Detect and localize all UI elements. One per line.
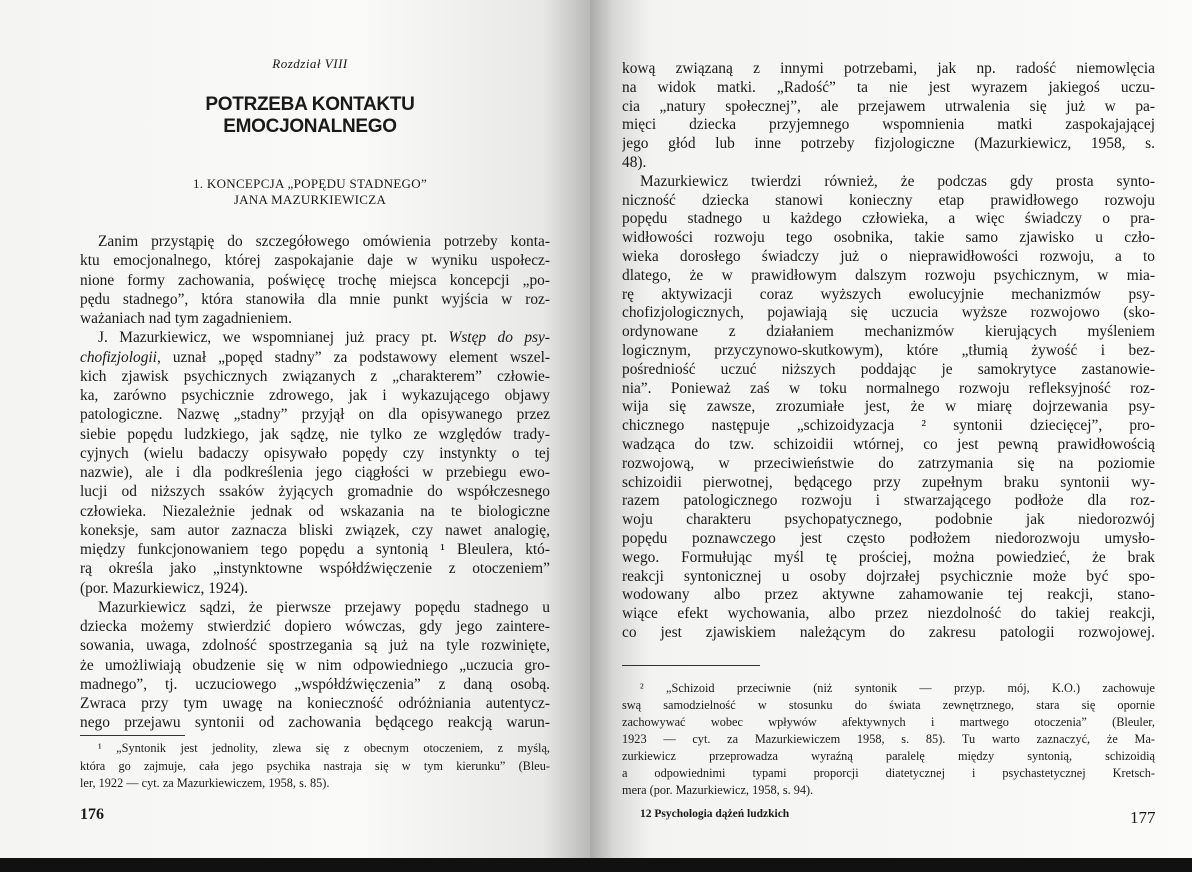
text-line: kich zjawisk psychicznych związanych z „charakterem” człowie- <box>80 367 550 385</box>
text-line: wego. Formułując myśl tę prościej, można powiedzieć, że brak <box>622 548 1155 566</box>
text-segment: J. Mazurkiewicz, we wspomnianej już pracy pt. <box>98 329 449 347</box>
text-line: mera (por. Mazurkiewicz, 1958, s. 94). <box>622 783 814 797</box>
text-line: rą określa jako „instynktowne współdźwięczenie z otoczeniem” <box>80 560 550 578</box>
text-line: woju charakteru psychopatycznego, podobnie jak niedorozwój <box>622 511 1155 529</box>
section-heading-line-2: JANA MAZURKIEWICZA <box>233 192 387 207</box>
text-line: mięci dziecka przyjemnego wspomnienia matki zaspokajającej <box>622 116 1155 134</box>
footnote-separator <box>622 665 760 666</box>
text-line: zurkiewicz przeprowadza wyraźną paralelę między syntonią, schizoidią <box>622 749 1155 763</box>
italic-title-text: Wstęp do psy- <box>448 329 550 347</box>
text-line: logicznym, przyczynowo-skutkowym), które „tłumią żywość i bez- <box>622 341 1155 359</box>
text-line: lucji od niższych ssaków żyjących gromadnie do współczesnego <box>80 483 550 501</box>
text-line: schizoidii pierwotnej, będącego przy zupełnym braku syntonii wy- <box>622 473 1155 491</box>
text-segment: , uznał „popęd stadny” za podstawowy element wszel- <box>156 348 550 366</box>
text-line: widłowości rozwoju tego osobnika, takie samo zjawisko u czło- <box>622 229 1155 247</box>
chapter-label: Rozdział VIII <box>272 56 348 71</box>
text-line: koneksje, sam autor zaznacza bliski związek, czy nawet analogię, <box>80 521 550 539</box>
text-line: wija się zawsze, zrozumiałe jest, że w miarę dojrzewania psy- <box>622 398 1155 416</box>
text-line: patologiczne. Nazwę „stadny” przyjął on dla opisywanego przez <box>80 406 550 424</box>
footnote-separator <box>80 735 185 736</box>
text-line: która go zajmuje, cała jego psychika nastraja się w tym kierunku” (Bleu- <box>80 758 550 773</box>
left-footnote <box>80 740 550 793</box>
text-line: rozwojową, w przeciwieństwie do zatrzymania się na poziomie <box>622 454 1155 472</box>
text-line: siebie popędu ludzkiego, jak sądzę, nie tylko ze względów trady- <box>80 425 550 443</box>
text-line: ler, 1922 — cyt. za Mazurkiewiczem, 1958, s. 85). <box>80 776 330 790</box>
page-number-right: 177 <box>1130 808 1156 827</box>
text-line: reakcji syntonicznej u osoby dojrzałej psychicznie może być spo- <box>622 567 1155 585</box>
text-line: pędu stadnego”, która stanowiła dla mnie punkt wyjścia w roz- <box>80 290 550 308</box>
text-line: swą samodzielność w stosunku do świata zewnętrznego, stara się opornie <box>622 698 1155 712</box>
text-line: razem patologicznego rozwoju i stwarzającego podłoże dla roz- <box>622 492 1155 510</box>
text-line: dlatego, że w prawidłowym dalszym rozwoju psychicznym, w mia- <box>622 266 1155 284</box>
text-line: a odpowiednimi typami proporcji diatetycznej i psychastetycznej Kretsch- <box>622 766 1155 780</box>
section-heading-line-1: 1. KONCEPCJA „POPĘDU STADNEGO” <box>192 176 428 191</box>
text-line: pośredniość uczuć niższych poddając je samokrytyce zastanowie- <box>622 360 1155 378</box>
text-line: ważaniach nad tym zagadnieniem. <box>80 310 292 327</box>
text-line: rę aktywizacji coraz wyższych ewolucyjnie mechanizmów psy- <box>622 285 1155 303</box>
text-line: 48). <box>622 153 647 171</box>
text-line: wadząca do tzw. schizoidii wtórnej, co jest pewną prawidłowością <box>622 435 1155 453</box>
text-line: wodowany albo przez aktywne zahamowanie tej reakcji, stano- <box>622 586 1155 604</box>
text-line: popędu stadnego u każdego człowieka, a więc świadczy o pra- <box>622 210 1155 228</box>
text-line: ktu emocjonalnego, której zaspokajanie daje w wyniku uspołecz- <box>80 252 550 270</box>
text-line: na widok matki. „Radość” ta nie jest wyrazem jakiegoś uczu- <box>622 78 1155 96</box>
text-line: popędu poznawczego jest często podłożem niedorozwoju umysło- <box>622 529 1155 547</box>
text-line: ordynowane z działaniem mechanizmów kierujących myśleniem <box>622 323 1155 341</box>
italic-title-text: chofizjologii <box>80 348 157 366</box>
text-line: chofizjologicznych, pojawiają się uczucia wyższe rozwojowo (sko- <box>622 304 1155 322</box>
page-number-left: 176 <box>80 806 104 823</box>
text-line: cyjnych (wielu badaczy opisywało popędy czy instynkty o tej <box>80 444 550 462</box>
text-line: co jest zjawiskiem należącym do zakresu patologii rozwojowej. <box>622 623 1155 641</box>
text-line: nazwie), ale i dla podkreślenia jego ciągłości w przebiegu ewo- <box>80 464 550 481</box>
right-body-text <box>622 60 1155 643</box>
text-line: między funkcjonowaniem tego popędu a syntonią ¹ Bleulera, któ- <box>80 541 550 558</box>
text-line: wieka dorosłego świadczy już o nieprawidłowości rozwoju, a to <box>622 247 1155 265</box>
text-line: dziecka możemy stwierdzić dopiero wówczas, gdy jego zaintere- <box>80 618 550 635</box>
left-body-text <box>80 232 550 733</box>
text-line: madnego”, tj. uczuciowego „współdźwięczenia” z daną osobą. <box>80 675 550 693</box>
text-line: nione formy zachowania, poświęcę trochę miejsca koncepcji „po- <box>80 271 550 289</box>
scan-edge <box>0 858 1192 872</box>
text-line: zachowywać wobec wpływów afektywnych i martwego otoczenia” (Bleuler, <box>622 715 1155 729</box>
text-line: że umożliwiają obudzenie się w nim odpowiedniego „uczucia gro- <box>80 656 550 674</box>
text-line: jego głód lub inne potrzeby fizjologiczne (Mazurkiewicz, 1958, s. <box>622 135 1155 153</box>
text-line: nia”. Ponieważ zaś w toku normalnego rozwoju refleksyjność roz- <box>622 379 1155 397</box>
text-line: nego przejawu syntonii od zachowania będącego reakcją warun- <box>80 714 550 732</box>
text-line: 1923 — cyt. za Mazurkiewiczem 1958, s. 85). Tu warto zaznaczyć, że Ma- <box>622 732 1155 746</box>
text-line: człowieka. Niezależnie jednak od wskazania na te biologiczne <box>80 502 550 520</box>
text-line: Zwraca przy tym uwagę na konieczność odróżniania autentycz- <box>80 695 550 712</box>
text-line: sowania, uwaga, zdolność spostrzegania są już na tyle rozwinięte, <box>80 637 550 655</box>
text-line: Mazurkiewicz twierdzi również, że podczas gdy prosta synto- <box>640 172 1155 190</box>
text-line: cia „natury społecznej”, ale przejawem utrwalenia się już w pa- <box>622 97 1155 115</box>
text-line: niczność dziecka stanowi konieczny etap prawidłowego rozwoju <box>622 191 1155 209</box>
text-line <box>80 348 550 367</box>
text-line: kową związaną z innymi potrzebami, jak np. radość niemowlęcia <box>622 60 1155 77</box>
text-line: ¹ „Syntonik jest jednolity, zlewa się z obecnym otoczeniem, z myślą, <box>98 741 550 755</box>
text-line: (por. Mazurkiewicz, 1924). <box>80 579 248 597</box>
right-footnote <box>622 680 1155 799</box>
text-line: Mazurkiewicz sądzi, że pierwsze przejawy popędu stadnego u <box>98 598 550 616</box>
text-line: chicznego następuje „schizoidyzacja ² syntonii dziecięcej”, pro- <box>622 417 1155 435</box>
chapter-title: POTRZEBA KONTAKTU EMOCJONALNEGO <box>205 94 415 137</box>
text-line: wiące efekt wychowania, albo przez niezdolność do takiej reakcji, <box>622 605 1155 623</box>
text-line: ka, zarówno psychicznie zdrowego, jak i wykazującego objawy <box>80 387 550 404</box>
signature-mark: 12 Psychologia dążeń ludzkich <box>640 808 790 820</box>
text-line: Zanim przystąpię do szczegółowego omówienia potrzeby konta- <box>98 233 550 250</box>
text-line <box>80 328 550 347</box>
text-line: ² „Schizoid przeciwnie (niż syntonik — przyp. mój, K.O.) zachowuje <box>640 681 1155 695</box>
